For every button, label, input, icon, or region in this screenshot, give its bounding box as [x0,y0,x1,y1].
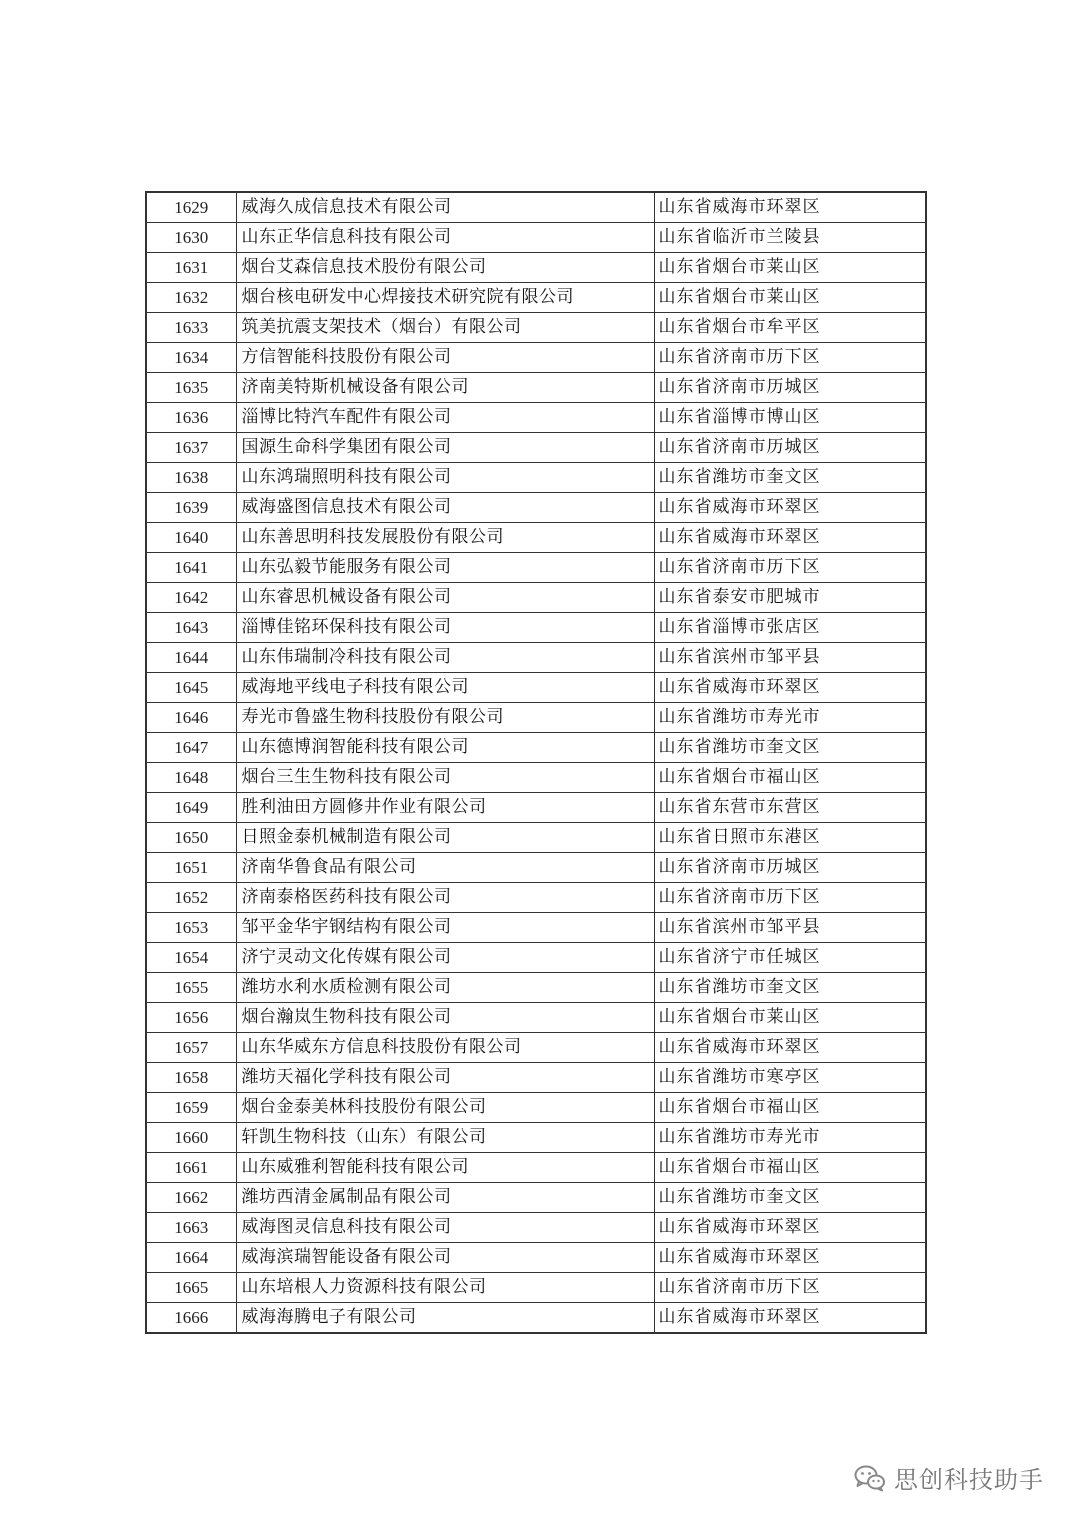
table-row [146,403,926,433]
table-row [146,1123,926,1153]
row-number: 1652 [146,883,236,913]
row-number: 1653 [146,913,236,943]
table-row [146,1063,926,1093]
row-number: 1664 [146,1243,236,1273]
row-number: 1651 [146,853,236,883]
table-row [146,853,926,883]
company-location: 山东省济南市历下区 [654,1273,926,1303]
row-number: 1646 [146,703,236,733]
company-location: 山东省潍坊市寿光市 [654,1123,926,1153]
row-number: 1648 [146,763,236,793]
table-row [146,373,926,403]
row-number: 1659 [146,1093,236,1123]
company-name: 烟台核电研发中心焊接技术研究院有限公司 [236,283,654,313]
row-number: 1631 [146,253,236,283]
company-name: 济南美特斯机械设备有限公司 [236,373,654,403]
row-number: 1657 [146,1033,236,1063]
table-row [146,943,926,973]
company-location: 山东省烟台市莱山区 [654,253,926,283]
company-name: 山东德博润智能科技有限公司 [236,733,654,763]
company-name: 烟台三生生物科技有限公司 [236,763,654,793]
table-row [146,223,926,253]
table-row [146,283,926,313]
company-name: 威海海腾电子有限公司 [236,1303,654,1334]
company-name: 威海地平线电子科技有限公司 [236,673,654,703]
company-location: 山东省潍坊市寒亭区 [654,1063,926,1093]
company-name: 山东正华信息科技有限公司 [236,223,654,253]
row-number: 1661 [146,1153,236,1183]
row-number: 1637 [146,433,236,463]
company-name: 济宁灵动文化传媒有限公司 [236,943,654,973]
table-row [146,1213,926,1243]
company-name: 轩凯生物科技（山东）有限公司 [236,1123,654,1153]
table-row [146,253,926,283]
company-location: 山东省滨州市邹平县 [654,913,926,943]
company-location: 山东省威海市环翠区 [654,1303,926,1334]
company-location: 山东省济南市历下区 [654,343,926,373]
row-number: 1636 [146,403,236,433]
company-name: 山东睿思机械设备有限公司 [236,583,654,613]
table-row [146,313,926,343]
row-number: 1630 [146,223,236,253]
table-row [146,553,926,583]
company-location: 山东省济南市历城区 [654,433,926,463]
company-name: 淄博比特汽车配件有限公司 [236,403,654,433]
table-row [146,913,926,943]
row-number: 1644 [146,643,236,673]
row-number: 1649 [146,793,236,823]
company-name: 方信智能科技股份有限公司 [236,343,654,373]
company-name: 山东弘毅节能服务有限公司 [236,553,654,583]
table-row [146,883,926,913]
row-number: 1656 [146,1003,236,1033]
company-name: 潍坊西清金属制品有限公司 [236,1183,654,1213]
table-row [146,583,926,613]
row-number: 1663 [146,1213,236,1243]
company-name: 邹平金华宇钢结构有限公司 [236,913,654,943]
company-name: 日照金泰机械制造有限公司 [236,823,654,853]
row-number: 1645 [146,673,236,703]
table-row [146,1273,926,1303]
company-name: 山东伟瑞制冷科技有限公司 [236,643,654,673]
company-location: 山东省临沂市兰陵县 [654,223,926,253]
row-number: 1632 [146,283,236,313]
row-number: 1634 [146,343,236,373]
company-name: 山东鸿瑞照明科技有限公司 [236,463,654,493]
company-location: 山东省潍坊市奎文区 [654,463,926,493]
row-number: 1654 [146,943,236,973]
row-number: 1655 [146,973,236,1003]
row-number: 1640 [146,523,236,553]
table-row [146,793,926,823]
company-location: 山东省烟台市莱山区 [654,1003,926,1033]
company-location: 山东省济南市历下区 [654,553,926,583]
company-name: 威海图灵信息科技有限公司 [236,1213,654,1243]
table-row [146,823,926,853]
company-location: 山东省烟台市福山区 [654,763,926,793]
company-name: 烟台瀚岚生物科技有限公司 [236,1003,654,1033]
wechat-icon [854,1464,886,1492]
row-number: 1633 [146,313,236,343]
company-location: 山东省烟台市莱山区 [654,283,926,313]
company-name: 山东华威东方信息科技股份有限公司 [236,1033,654,1063]
company-name: 山东善思明科技发展股份有限公司 [236,523,654,553]
company-location: 山东省日照市东港区 [654,823,926,853]
company-name: 济南泰格医药科技有限公司 [236,883,654,913]
company-name: 潍坊水利水质检测有限公司 [236,973,654,1003]
table-row [146,1003,926,1033]
company-name: 潍坊天福化学科技有限公司 [236,1063,654,1093]
table-row [146,1093,926,1123]
table-row [146,1243,926,1273]
company-name: 淄博佳铭环保科技有限公司 [236,613,654,643]
company-location: 山东省济南市历下区 [654,883,926,913]
row-number: 1650 [146,823,236,853]
company-location: 山东省烟台市福山区 [654,1093,926,1123]
company-location: 山东省潍坊市奎文区 [654,733,926,763]
table-row [146,733,926,763]
company-name: 山东培根人力资源科技有限公司 [236,1273,654,1303]
company-location: 山东省威海市环翠区 [654,673,926,703]
company-name: 威海滨瑞智能设备有限公司 [236,1243,654,1273]
table-row [146,1033,926,1063]
row-number: 1638 [146,463,236,493]
row-number: 1629 [146,192,236,223]
company-location: 山东省威海市环翠区 [654,1213,926,1243]
table-row [146,973,926,1003]
company-location: 山东省济南市历城区 [654,373,926,403]
company-location: 山东省威海市环翠区 [654,1243,926,1273]
company-name: 国源生命科学集团有限公司 [236,433,654,463]
company-location: 山东省烟台市牟平区 [654,313,926,343]
company-location: 山东省泰安市肥城市 [654,583,926,613]
table-row [146,673,926,703]
row-number: 1665 [146,1273,236,1303]
company-name: 威海盛图信息技术有限公司 [236,493,654,523]
row-number: 1658 [146,1063,236,1093]
row-number: 1639 [146,493,236,523]
company-name: 威海久成信息技术有限公司 [236,192,654,223]
row-number: 1662 [146,1183,236,1213]
table-row [146,1303,926,1334]
company-location: 山东省潍坊市奎文区 [654,1183,926,1213]
company-name: 烟台金泰美林科技股份有限公司 [236,1093,654,1123]
company-location: 山东省威海市环翠区 [654,1033,926,1063]
table-row [146,523,926,553]
company-location: 山东省威海市环翠区 [654,493,926,523]
company-location: 山东省东营市东营区 [654,793,926,823]
table-row [146,1183,926,1213]
company-location: 山东省淄博市博山区 [654,403,926,433]
table-row [146,433,926,463]
row-number: 1635 [146,373,236,403]
row-number: 1666 [146,1303,236,1334]
table-row [146,763,926,793]
company-name: 寿光市鲁盛生物科技股份有限公司 [236,703,654,733]
company-location: 山东省淄博市张店区 [654,613,926,643]
company-location: 山东省烟台市福山区 [654,1153,926,1183]
table-row [146,613,926,643]
company-location: 山东省滨州市邹平县 [654,643,926,673]
company-table-body [146,192,926,1333]
company-name: 济南华鲁食品有限公司 [236,853,654,883]
company-location: 山东省威海市环翠区 [654,192,926,223]
company-name: 胜利油田方圆修井作业有限公司 [236,793,654,823]
table-row [146,192,926,223]
company-name: 筑美抗震支架技术（烟台）有限公司 [236,313,654,343]
table-row [146,493,926,523]
watermark-text: 思创科技助手 [894,1466,1044,1494]
company-location: 山东省济宁市任城区 [654,943,926,973]
row-number: 1647 [146,733,236,763]
company-table [145,191,927,1334]
table-row [146,343,926,373]
row-number: 1643 [146,613,236,643]
table-row [146,643,926,673]
company-location: 山东省济南市历城区 [654,853,926,883]
watermark [854,1460,1044,1495]
company-location: 山东省潍坊市寿光市 [654,703,926,733]
row-number: 1660 [146,1123,236,1153]
table-row [146,703,926,733]
table-row [146,463,926,493]
company-location: 山东省威海市环翠区 [654,523,926,553]
company-name: 烟台艾森信息技术股份有限公司 [236,253,654,283]
row-number: 1642 [146,583,236,613]
company-location: 山东省潍坊市奎文区 [654,973,926,1003]
company-name: 山东威雅利智能科技有限公司 [236,1153,654,1183]
row-number: 1641 [146,553,236,583]
table-row [146,1153,926,1183]
